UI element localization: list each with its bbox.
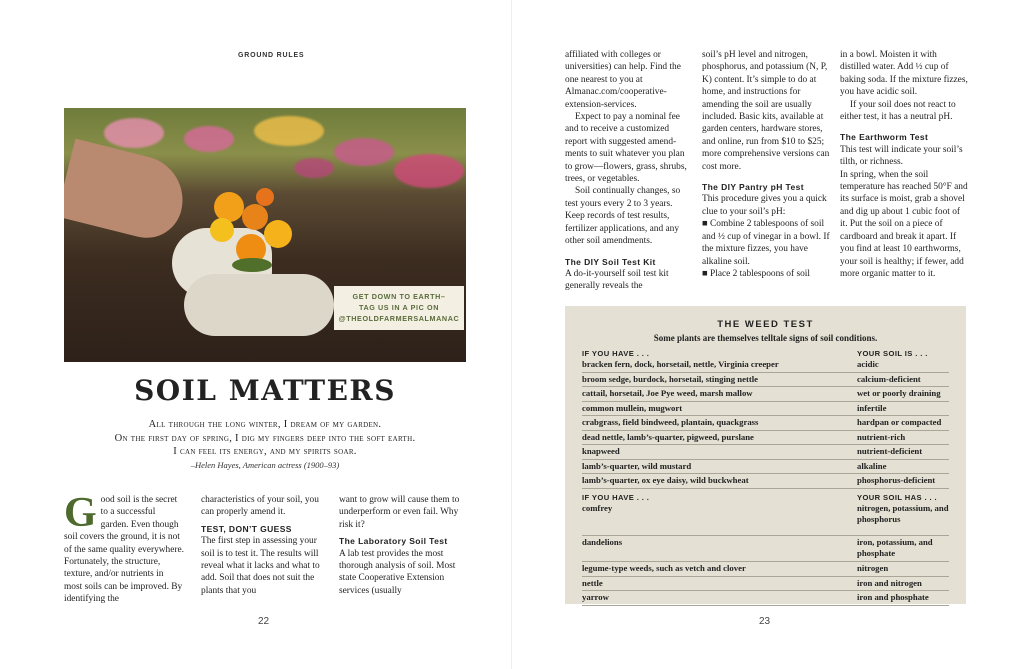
soil-cell: iron and phosphate (857, 592, 929, 602)
body-text: This test will indicate your soil’s tilth, or richness. (840, 144, 963, 168)
bullet-item: ■ Place 2 tablespoons of soil (702, 268, 810, 279)
body-text: The first step in assessing your soil is to test it. The results will reveal what it lacks and what to add. Soil that does not suit the plants that you (201, 536, 320, 596)
page-number: 22 (258, 616, 270, 627)
soil-cell: nutrient-rich (857, 431, 906, 442)
running-head: GROUND RULES (238, 52, 305, 59)
soil-cell: nitrogen (857, 563, 889, 573)
soil-cell: iron, potassium, and phosphate (857, 537, 933, 558)
weed-cell: dead nettle, lamb’s-quarter, pigweed, purslane (582, 431, 754, 442)
weed-test-table (565, 306, 966, 604)
column-header: YOUR SOIL HAS . . . (857, 493, 938, 502)
body-column-1 (565, 49, 693, 293)
weed-cell: yarrow (582, 592, 609, 602)
body-column-1 (64, 490, 185, 606)
table-row (582, 446, 949, 460)
body-text: characteristics of your soil, you can properly amend it. (201, 495, 319, 518)
body-text: This procedure gives you a quick clue to your soil’s pH: (702, 194, 827, 217)
soil-cell: calcium-deficient (857, 373, 921, 384)
drop-cap: G (64, 490, 97, 536)
column-header: YOUR SOIL IS . . . (857, 349, 928, 358)
weed-cell: crabgrass, field bindweed, plantain, quackgrass (582, 417, 759, 427)
soil-cell: infertile (857, 402, 887, 413)
table-row (582, 432, 949, 446)
epigraph-line: On the first day of spring, I dig my fingers deep into the soft earth. (114, 432, 416, 444)
section-heading: The Earthworm Test (840, 132, 929, 143)
body-text: soil’s pH level and nitrogen, phosphorus, and potassium (N, P, K) content. It’s simple to do at home, and instructions for amending the soil are usually included. Basic kits, available at garden centers, hardware stores, and online, run from $10 to $25; more comprehensive versions can cost more. (702, 50, 830, 172)
soil-cell: acidic (857, 359, 879, 369)
body-text: affiliated with colleges or universities) can help. Find the one nearest to you at Almanac.com/cooperative-extension-services. (565, 50, 681, 110)
epigraph-attribution: –Helen Hayes, American actress (1900–93) (190, 460, 340, 470)
body-text: In spring, when the soil temperature has reached 50°F and its surface is moist, grab a shovel and dig up about 1 cubic foot of it. Put the soil on a piece of cardboard and break it apart. If you find at least 10 earthworms, your soil is healthy; if fewer, add more organic matter to it. (840, 169, 968, 279)
soil-cell: phosphorus-deficient (857, 475, 936, 485)
weed-cell: comfrey (582, 503, 613, 513)
body-text: Soil continually changes, so test yours every 2 to 3 years. Keep records of test results, fertilizer applications, and any other soil amendments. (565, 186, 681, 247)
page-number: 23 (759, 616, 771, 627)
caption-line: @THEOLDFARMERSALMANAC (338, 314, 460, 323)
soil-cell: nutrient-deficient (857, 446, 923, 456)
body-column-2 (201, 494, 329, 597)
table-row (582, 475, 949, 489)
weed-cell: cattail, horsetail, Joe Pye weed, marsh mallow (582, 388, 753, 398)
table-row (582, 503, 949, 536)
weed-cell: bracken fern, dock, horsetail, nettle, Virginia creeper (582, 359, 779, 369)
weed-cell: common mullein, mugwort (582, 402, 683, 413)
table-row (582, 374, 949, 388)
table-row (582, 563, 949, 577)
section-heading: The DIY Pantry pH Test (702, 182, 805, 193)
body-column-3 (840, 49, 968, 280)
body-text: A lab test provides the most thorough analysis of soil. Most state Cooperative Extension services (usually (339, 548, 456, 596)
caption-line: GET DOWN TO EARTH– (352, 292, 446, 301)
section-heading: The DIY Soil Test Kit (565, 256, 656, 267)
section-heading: The Laboratory Soil Test (339, 536, 448, 547)
body-text: A do-it-yourself soil test kit generally reveals the (565, 268, 669, 292)
table-row (582, 417, 949, 431)
body-column-3 (339, 494, 465, 597)
weed-cell: broom sedge, burdock, horsetail, stinging nettle (582, 373, 759, 384)
epigraph (64, 418, 466, 459)
table-row (582, 359, 949, 373)
photo-caption (334, 286, 464, 330)
weed-cell: knapweed (582, 446, 620, 456)
column-header: IF YOU HAVE . . . (582, 493, 650, 502)
soil-cell: alkaline (857, 460, 887, 471)
soil-cell: hardpan or compacted (857, 417, 942, 427)
table-title: THE WEED TEST (717, 319, 814, 330)
weed-cell: nettle (582, 577, 603, 588)
weed-cell: dandelions (582, 537, 623, 547)
table-row (582, 537, 949, 562)
soil-cell: nitrogen, potassium, and phosphorus (857, 503, 949, 524)
table-row (582, 388, 949, 402)
bullet-item: ■ Combine 2 tablespoons of soil and ½ cup of vinegar in a bowl. If the mixture fizzes, you have alkaline soil. (702, 219, 830, 267)
table-row (582, 403, 949, 417)
table-row (582, 578, 949, 592)
soil-cell: iron and nitrogen (857, 577, 922, 588)
epigraph-line: All through the long winter, I dream of my garden. (148, 419, 382, 430)
body-column-2 (702, 49, 830, 280)
body-text: ood soil is the secret to a successful garden. Even though soil covers the ground, it is not of the same quality everywhere. Fortunately, the structure, texture, and/or nutrients in most soils can be improved. By identifying the (64, 495, 185, 605)
table-row (582, 461, 949, 475)
table-row (582, 592, 949, 606)
column-header: IF YOU HAVE . . . (582, 349, 650, 358)
weed-cell: legume-type weeds, such as vetch and clover (582, 563, 746, 573)
soil-cell: wet or poorly draining (857, 388, 941, 398)
caption-line: TAG US IN A PIC ON (358, 303, 439, 312)
epigraph-line: I can feel its energy, and my spirits soar. (173, 446, 357, 457)
weed-cell: lamb’s-quarter, wild mustard (582, 460, 692, 471)
weed-cell: lamb’s-quarter, ox eye daisy, wild buckwheat (582, 475, 749, 485)
article-title: SOIL MATTERS (134, 374, 396, 407)
body-text: in a bowl. Moisten it with distilled water. Add ½ cup of baking soda. If the mixture fizzes, you have acidic soil. (840, 50, 968, 98)
body-text: If your soil does not react to either test, it has a neutral pH. (840, 99, 956, 123)
body-text: want to grow will cause them to underperform or even fail. Why risk it? (339, 495, 460, 530)
section-heading: TEST, DON’T GUESS (201, 523, 292, 534)
table-subtitle: Some plants are themselves telltale signs of soil conditions. (653, 333, 878, 343)
body-text: Expect to pay a nominal fee and to receive a customized report with suggested amend-ments to suit whatever you plan to grow—flowers, grass, shrubs, trees, or vegetables. (565, 112, 687, 185)
